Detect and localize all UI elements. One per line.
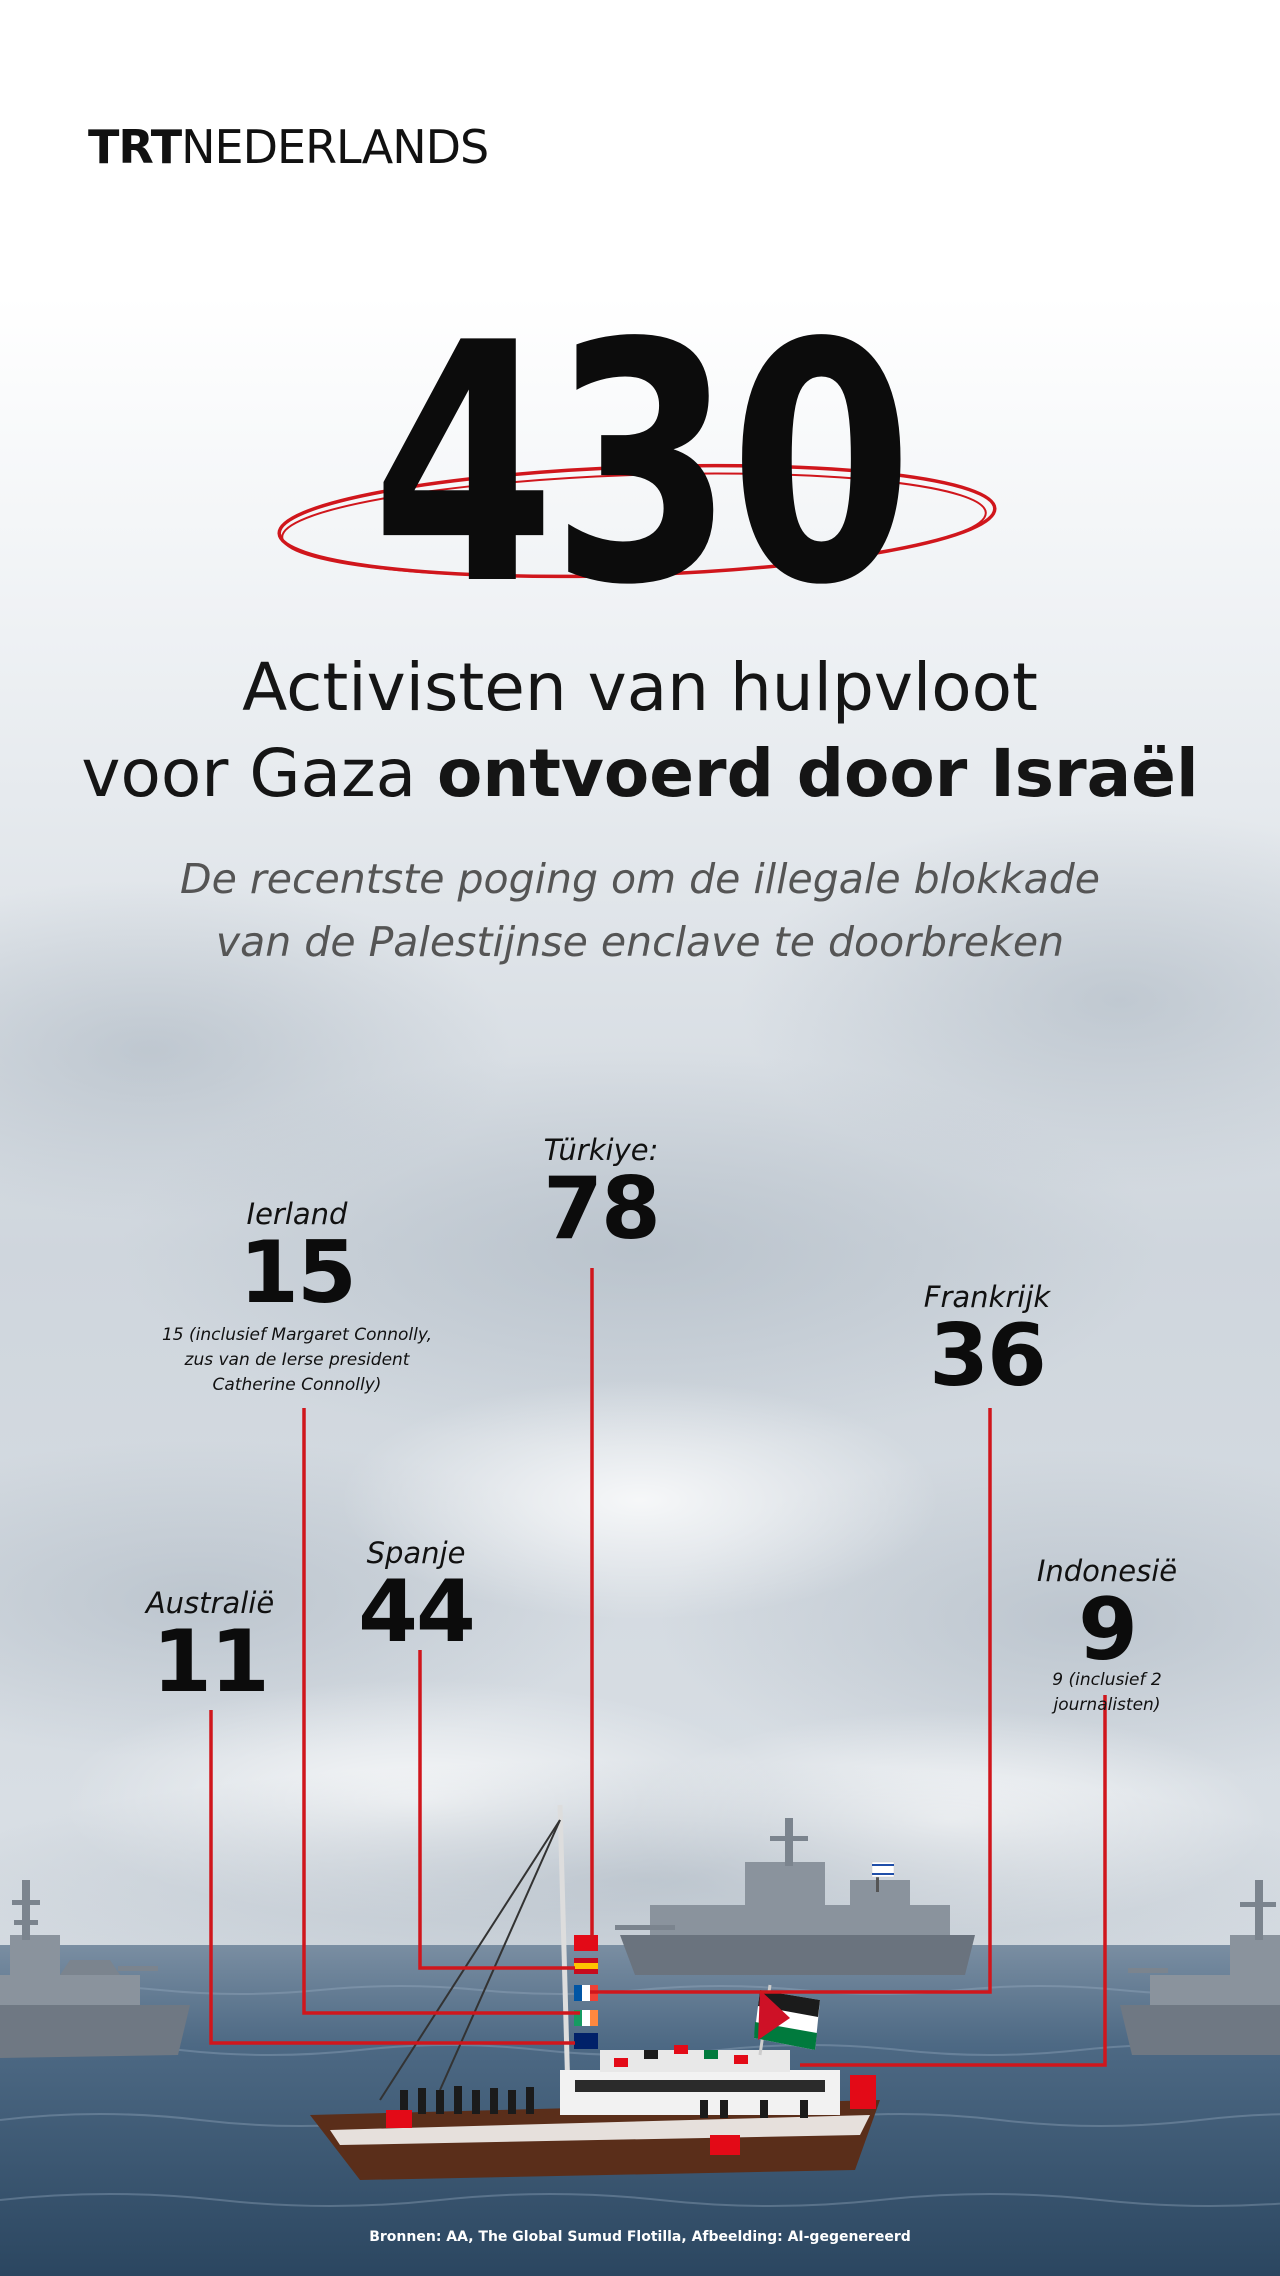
country-name: Ierland — [246, 1197, 348, 1231]
country-name: Australië — [145, 1586, 275, 1620]
country-note: 15 (inclusief Margaret Connolly, zus van de Ierse president Catherine Connolly) — [161, 1325, 433, 1395]
country-count: 15 — [239, 1223, 355, 1323]
country-note: 9 (inclusief 2 journalisten) — [1052, 1670, 1162, 1715]
logo-nederlands: NEDERLANDS — [181, 120, 489, 174]
country-frankrijk — [923, 1280, 1051, 1406]
sources-credit: Bronnen: AA, The Global Sumud Flotilla, Afbeelding: AI-gegenereerd — [369, 2229, 911, 2245]
headline-line2-bold: ontvoerd door Israël — [437, 735, 1199, 812]
country-count: 36 — [929, 1306, 1045, 1406]
country-count: 11 — [152, 1612, 268, 1712]
logo-trt: TRT — [88, 120, 182, 174]
country-indonesie — [1021, 1554, 1194, 1718]
country-name: Indonesië — [1036, 1554, 1178, 1588]
subtitle-line2: van de Palestijnse enclave te doorbreken — [215, 918, 1065, 966]
trt-nederlands-logo — [88, 120, 488, 174]
subtitle-line1: De recentste poging om de illegale blokkade — [180, 855, 1100, 903]
country-ierland — [162, 1197, 432, 1398]
country-name: Frankrijk — [923, 1280, 1051, 1314]
subtitle — [0, 848, 1280, 974]
country-count: 78 — [543, 1159, 659, 1259]
country-australie — [145, 1586, 275, 1712]
country-name: Spanje — [366, 1536, 466, 1570]
country-name: Türkiye: — [543, 1133, 659, 1167]
country-count: 9 — [1078, 1580, 1136, 1680]
headline-line2-plain: voor Gaza — [81, 735, 438, 812]
headline-line2 — [0, 731, 1280, 817]
israel-flag-icon — [872, 1862, 894, 1877]
total-activists-number: 430 — [371, 273, 909, 657]
country-spanje — [358, 1536, 474, 1662]
country-turkiye — [543, 1133, 659, 1259]
country-count: 44 — [358, 1562, 474, 1662]
headline-line1: Activisten van hulpvloot — [242, 649, 1038, 726]
headline — [0, 645, 1280, 817]
